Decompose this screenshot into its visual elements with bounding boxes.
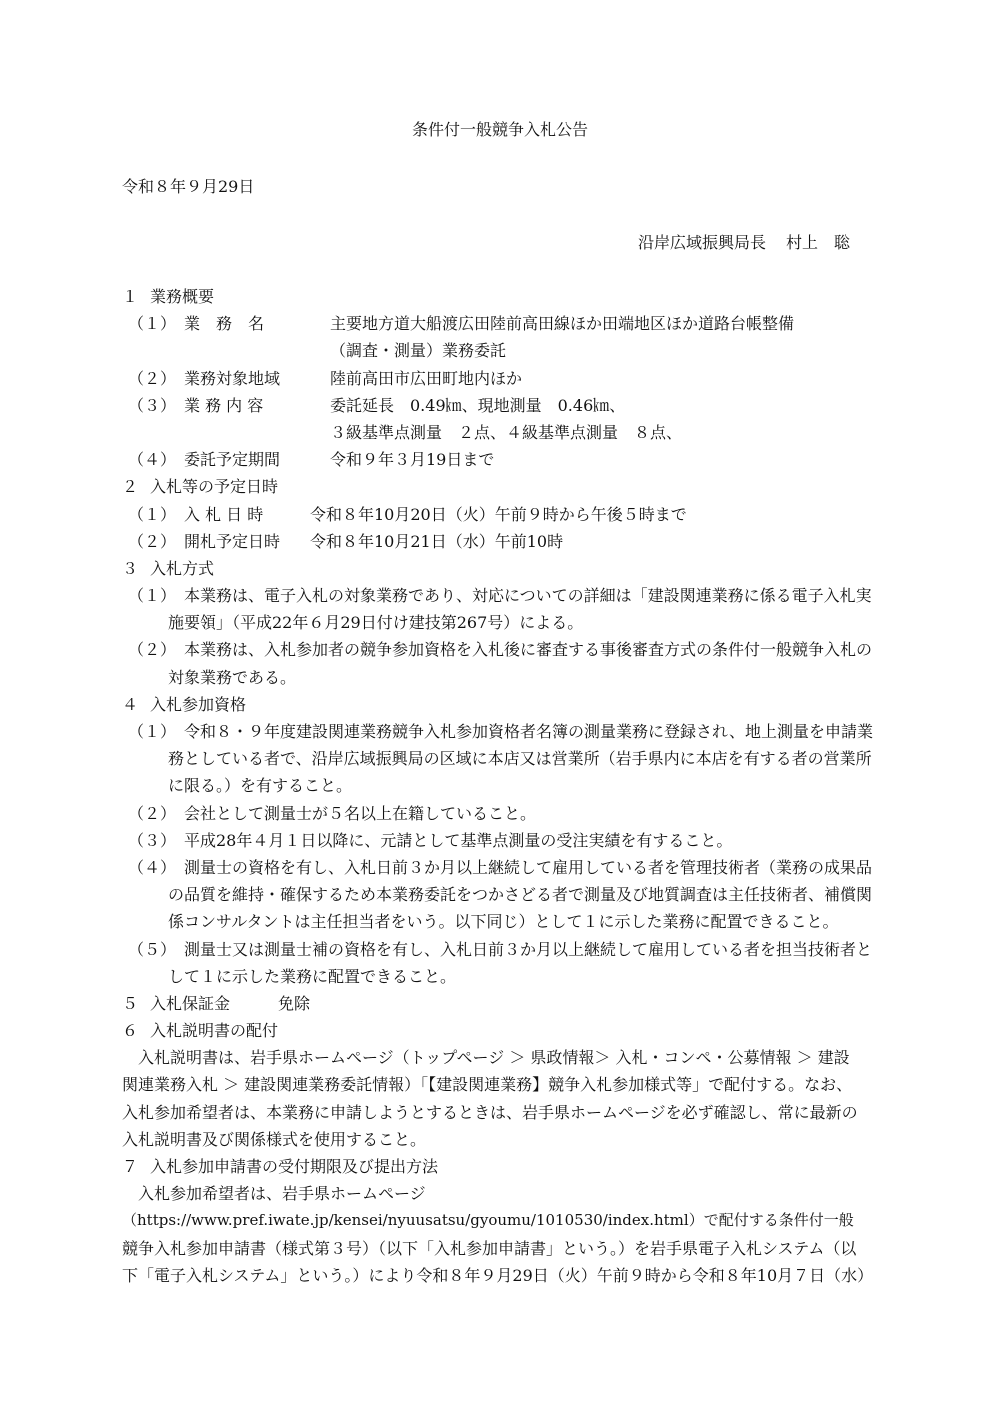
item-number: （１） <box>128 586 177 606</box>
item-number: （２） <box>128 803 177 823</box>
item-number: （５） <box>128 939 177 959</box>
item-text-continued: の品質を維持・確保するため本業務委託をつかさどる者で測量及び地質調査は主任技術者、補償関 <box>168 885 873 905</box>
item-label: 開札予定日時 <box>184 531 281 551</box>
section-heading: 入札参加資格 <box>150 694 247 714</box>
item-value: 陸前高田市広田町地内ほか <box>330 368 523 388</box>
issuer <box>638 230 850 253</box>
item-text-continued: 務としている者で、沿岸広域振興局の区域に本店又は営業所（岩手県内に本店を有する者の営業所 <box>168 749 872 769</box>
item-value-continued: （調査・測量）業務委託 <box>330 341 507 361</box>
item-label: 業務対象地域 <box>184 368 281 388</box>
section-heading: 入札方式 <box>150 558 215 578</box>
section-1-item-1 <box>122 310 882 337</box>
paragraph-continued: 競争入札参加申請書（様式第３号）（以下「入札参加申請書」という。）を岩手県電子入札システム（以 <box>122 1238 857 1258</box>
item-value: 令和８年10月20日（火）午前９時から午後５時まで <box>310 504 687 524</box>
item-label: 業 務 名 <box>184 314 265 334</box>
item-value: 主要地方道大船渡広田陸前高田線ほか田端地区ほか道路台帳整備 <box>330 314 795 334</box>
item-label: 入 札 日 時 <box>184 504 264 524</box>
item-value: 令和９年３月19日まで <box>330 450 495 470</box>
item-text: 会社として測量士が５名以上在籍していること。 <box>184 803 537 823</box>
section-heading: 入札等の予定日時 <box>150 477 279 497</box>
section-1-item-3 <box>122 392 882 419</box>
section-4-item-3 <box>122 827 882 854</box>
paragraph-continued: 入札参加希望者は、本業務に申請しようとするときは、岩手県ホームページを必ず確認し、常に最新の <box>122 1102 858 1122</box>
section-2-item-2 <box>122 528 882 555</box>
section-6-paragraph: 入札説明書は、岩手県ホームページ（トップページ ＞ 県政情報＞ 入札・コンペ・公募情報 ＞ 建設 <box>138 1048 850 1068</box>
item-value: 令和８年10月21日（水）午前10時 <box>310 531 564 551</box>
section-7-heading <box>122 1153 882 1180</box>
section-heading: 業務概要 <box>150 287 215 306</box>
section-3-item-2 <box>122 636 882 663</box>
item-value: 委託延長 0.49㎞、現地測量 0.46㎞、 <box>330 395 626 415</box>
item-number: （４） <box>128 857 177 877</box>
issuer-office: 沿岸広域振興局長 <box>637 233 766 252</box>
item-number: （３） <box>128 830 177 850</box>
section-7-paragraph: 入札参加希望者は、岩手県ホームページ <box>138 1184 426 1204</box>
section-4-item-1 <box>122 718 882 745</box>
section-1-heading <box>122 283 882 310</box>
section-4-heading <box>122 691 882 718</box>
item-label: 業 務 内 容 <box>184 395 264 415</box>
section-4-item-5 <box>122 936 882 963</box>
item-number: （１） <box>128 504 177 524</box>
section-4-item-4 <box>122 854 882 881</box>
section-4-item-2 <box>122 800 882 827</box>
item-label: 委託予定期間 <box>184 450 281 470</box>
section-1-item-4 <box>122 446 882 473</box>
item-number: （２） <box>128 531 177 551</box>
section-2-item-1 <box>122 501 882 528</box>
item-text-continued: 対象業務である。 <box>168 667 297 687</box>
issue-date: 令和８年９月29日 <box>122 177 255 196</box>
section-value: 免除 <box>278 993 311 1013</box>
section-heading: 入札参加申請書の受付期限及び提出方法 <box>150 1157 439 1176</box>
item-text: 本業務は、入札参加者の競争参加資格を入札後に審査する事後審査方式の条件付一般競争入札の <box>184 640 873 660</box>
item-text-continued: して１に示した業務に配置できること。 <box>168 966 457 986</box>
section-number: ６ <box>122 1021 139 1041</box>
section-number: １ <box>122 287 139 306</box>
item-number: （２） <box>128 368 177 388</box>
section-5-heading <box>122 990 882 1017</box>
item-text: 平成28年４月１日以降に、元請として基準点測量の受注実績を有すること。 <box>184 830 733 850</box>
paragraph-url-line: （https://www.pref.iwate.jp/kensei/nyuusatsu/gyoumu/1010530/index.html）で配付する条件付一般 <box>122 1211 854 1230</box>
item-value-continued: ３級基準点測量 ２点、４級基準点測量 ８点、 <box>330 422 683 442</box>
paragraph-continued: 下「電子入札システム」という。）により令和８年９月29日（火）午前９時から令和８年10月７日（水） <box>122 1265 874 1285</box>
section-3-item-1 <box>122 582 882 609</box>
section-3-heading <box>122 555 882 582</box>
section-6-heading <box>122 1017 882 1044</box>
item-text: 測量士の資格を有し、入札日前３か月以上継続して雇用している者を管理技術者（業務の成果品 <box>184 857 873 877</box>
item-text-continued: に限る。）を有すること。 <box>168 776 353 796</box>
item-number: （１） <box>128 314 177 334</box>
item-number: （１） <box>128 722 177 741</box>
section-2-heading <box>122 473 882 500</box>
section-number: ４ <box>122 694 139 714</box>
item-text: 令和８・９年度建設関連業務競争入札参加資格者名簿の測量業務に登録され、地上測量を申請業 <box>184 722 873 741</box>
item-number: （２） <box>128 640 177 660</box>
section-heading: 入札説明書の配付 <box>150 1021 279 1041</box>
document-title: 条件付一般競争入札公告 <box>411 120 588 139</box>
paragraph-continued: 入札説明書及び関係様式を使用すること。 <box>122 1129 427 1149</box>
item-text: 測量士又は測量士補の資格を有し、入札日前３か月以上継続して雇用している者を担当技術者と <box>184 939 873 959</box>
section-number: ３ <box>122 558 139 578</box>
item-number: （３） <box>128 395 177 415</box>
section-heading: 入札保証金 <box>150 993 231 1013</box>
section-number: ２ <box>122 477 139 497</box>
section-1-item-2 <box>122 365 882 392</box>
item-text-continued: 係コンサルタントは主任担当者をいう。以下同じ）として１に示した業務に配置できること。 <box>168 912 839 932</box>
section-number: ５ <box>122 993 139 1013</box>
section-number: ７ <box>122 1157 139 1176</box>
item-number: （４） <box>128 450 177 470</box>
document-body <box>122 283 882 1289</box>
paragraph-continued: 関連業務入札 ＞ 建設関連業務委託情報）「【建設関連業務】競争入札参加様式等」で配付する。なお、 <box>122 1075 853 1095</box>
item-text-continued: 施要領」（平成22年６月29日付け建技第267号）による。 <box>168 613 584 633</box>
issuer-name: 村上 聡 <box>785 233 850 252</box>
item-text: 本業務は、電子入札の対象業務であり、対応についての詳細は「建設関連業務に係る電子入札実 <box>184 586 872 606</box>
